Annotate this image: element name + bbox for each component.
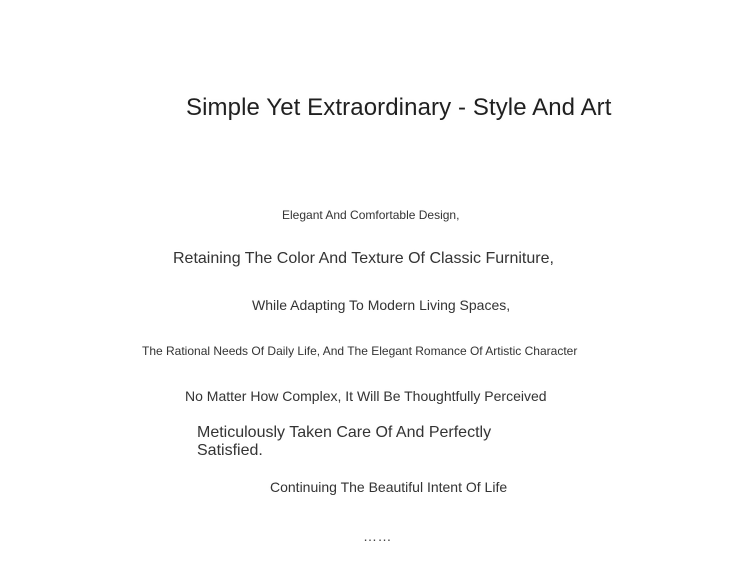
text-line-design: Elegant And Comfortable Design, — [282, 208, 460, 222]
page-title: Simple Yet Extraordinary - Style And Art — [186, 94, 612, 121]
text-line-modern: While Adapting To Modern Living Spaces, — [252, 297, 511, 313]
text-line-rational: The Rational Needs Of Daily Life, And The Elegant Romance Of Artistic Character — [142, 344, 578, 358]
ellipsis-text: …… — [363, 528, 392, 544]
text-line-satisfied: Meticulously Taken Care Of And Perfectly Satisfied. — [197, 424, 492, 459]
text-line-classic: Retaining The Color And Texture Of Classic Furniture, — [173, 250, 554, 267]
text-line-life: Continuing The Beautiful Intent Of Life — [270, 479, 508, 495]
text-line-perceived: No Matter How Complex, It Will Be Thoughtfully Perceived — [185, 388, 547, 404]
